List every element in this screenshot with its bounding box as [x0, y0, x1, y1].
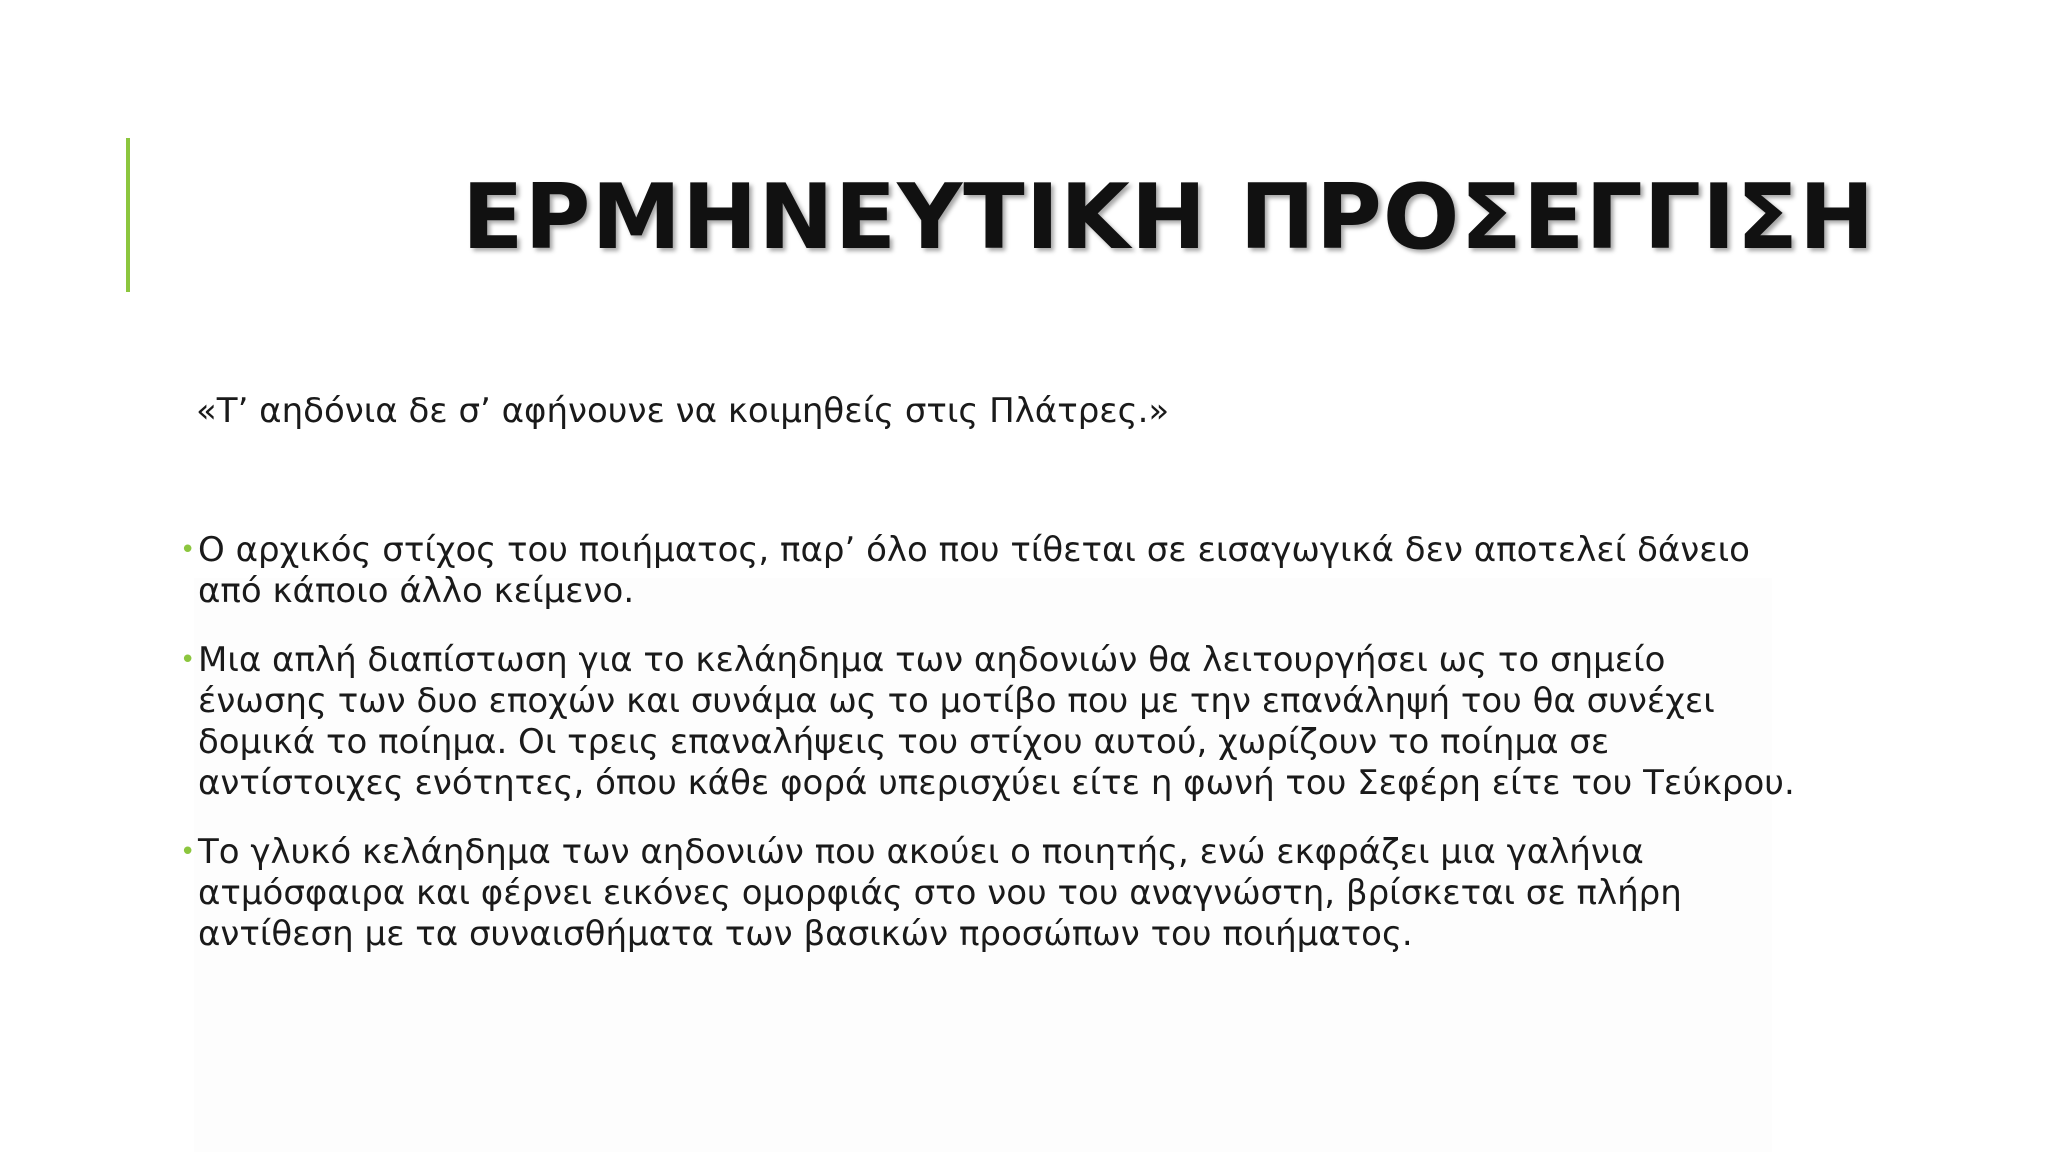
bullet-marker-icon: •: [180, 535, 196, 565]
bullet-marker-icon: •: [180, 645, 196, 675]
bullet-item: [180, 530, 1800, 612]
slide-title: ΕΡΜΗΝΕΥΤΙΚΗ ΠΡΟΣΕΓΓΙΣΗ: [462, 165, 1876, 270]
bullet-text: Το γλυκό κελάηδημα των αηδονιών που ακούει ο ποιητής, ενώ εκφράζει μια γαλήνια ατμόσφαιρα και φέρνει εικόνες ομορφιάς στο νου του αναγνώστη, βρίσκεται σε πλήρη αντίθεση με τα συναισθήματα των βασικών προσώπων του ποιήματος.: [198, 832, 1682, 954]
bullet-marker-icon: •: [180, 837, 196, 867]
opening-quote: «Τ’ αηδόνια δε σ’ αφήνουνε να κοιμηθείς στις Πλάτρες.»: [196, 391, 1170, 431]
bullet-text: Μια απλή διαπίστωση για το κελάηδημα των αηδονιών θα λειτουργήσει ως το σημείο ένωσης των δυο εποχών και συνάμα ως το μοτίβο που με την επανάληψή του θα συνέχει δομικά το ποίημα. Οι τρεις επαναλήψεις του στίχου αυτού, χωρίζουν το ποίημα σε αντίστοιχες ενότητες, όπου κάθε φορά υπερισχύει είτε η φωνή του Σεφέρη είτε του Τεύκρου.: [198, 640, 1795, 803]
bullet-item: [180, 832, 1800, 955]
bullet-text: Ο αρχικός στίχος του ποιήματος, παρ’ όλο που τίθεται σε εισαγωγικά δεν αποτελεί δάνειο από κάποιο άλλο κείμενο.: [198, 530, 1750, 611]
bullet-item: [180, 640, 1800, 804]
bullet-list: [180, 530, 1800, 983]
